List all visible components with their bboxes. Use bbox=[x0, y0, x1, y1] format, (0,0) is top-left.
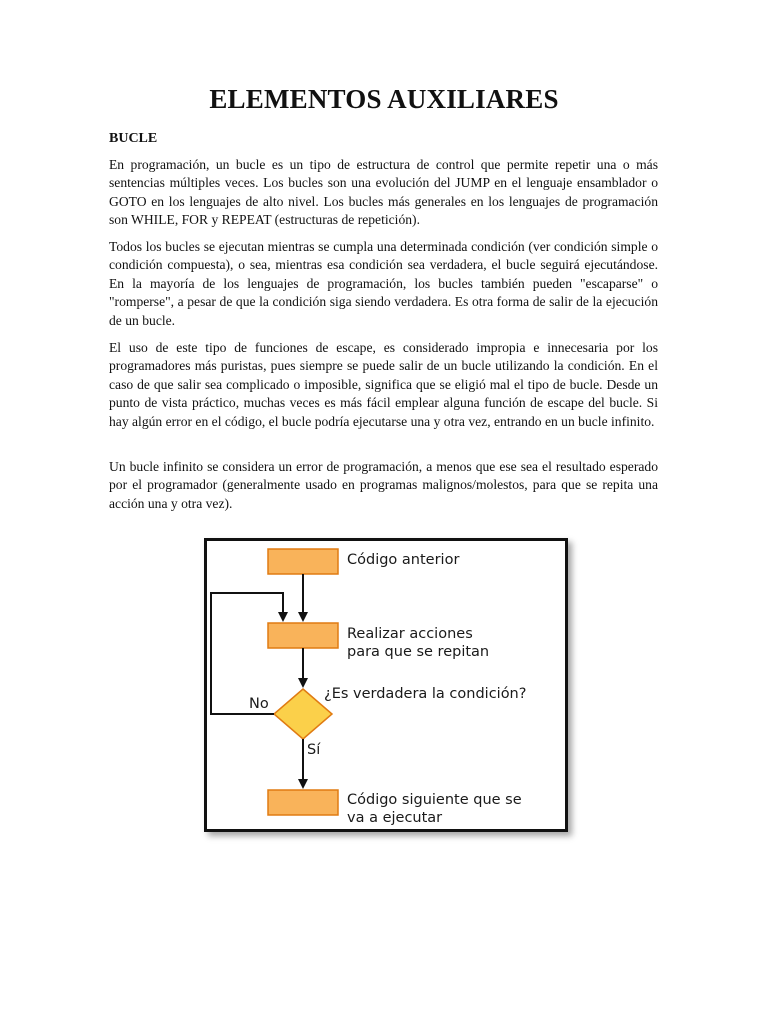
actions-label-line2: para que se repitan bbox=[347, 644, 490, 660]
actions-label-line1: Realizar acciones bbox=[347, 626, 473, 642]
paragraph-1: En programación, un bucle es un tipo de estructura de control que permite repetir una o más sentencias múltiples veces. Los bucles son una evolución del JUMP en el lenguaje ensamblador o GOTO en los lenguajes de alto nivel. Los bucles más generales en los lenguajes de programación son WHILE, FOR y REPEAT (estructuras de repetición). bbox=[109, 157, 658, 228]
no-label: No bbox=[249, 696, 269, 712]
flowchart-canvas bbox=[207, 541, 565, 829]
next-code-label-line2: va a ejecutar bbox=[347, 810, 443, 826]
paragraph-3: El uso de este tipo de funciones de escape, es considerado impropia e innecesaria por los programadores más puristas, pues siempre se puede salir de un bucle utilizando la condición. En el caso de que salir sea complicado o imposible, significa que se eligió mal el tipo de bucle. Desde un punto de vista práctico, muchas veces es más fácil emplear alguna función de escape del bucle. Si hay algún error en el código, el bucle podría ejecutarse una y otra vez, entrando en un bucle infinito. bbox=[109, 340, 658, 429]
no-loop-back-line bbox=[211, 593, 283, 714]
loop-flowchart bbox=[204, 538, 568, 832]
paragraph-4: Un bucle infinito se considera un error de programación, a menos que ese sea el resultado esperado por el programador (generalmente usado en programas malignos/molestos, para que se repita una acción una y otra vez). bbox=[109, 459, 658, 511]
previous-code-label: Código anterior bbox=[347, 552, 460, 568]
next-code-label-line1: Código siguiente que se bbox=[347, 792, 522, 808]
actions-box bbox=[268, 623, 338, 648]
section-heading: BUCLE bbox=[109, 131, 158, 146]
page-title: ELEMENTOS AUXILIARES bbox=[209, 84, 559, 114]
decision-label: ¿Es verdadera la condición? bbox=[324, 686, 527, 702]
next-code-box bbox=[268, 790, 338, 815]
yes-label: Sí bbox=[307, 742, 321, 758]
paragraph-2: Todos los bucles se ejecutan mientras se cumpla una determinada condición (ver condición simple o condición compuesta), o sea, mientras esa condición sea verdadera, el bucle seguirá ejecutándose. En la mayoría de los lenguajes de programación, los bucles también pueden "escaparse" o "romperse", a pesar de que la condición siga siendo verdadera. Es otra forma de salir de la ejecución de un bucle. bbox=[109, 239, 658, 328]
previous-code-box bbox=[268, 549, 338, 574]
